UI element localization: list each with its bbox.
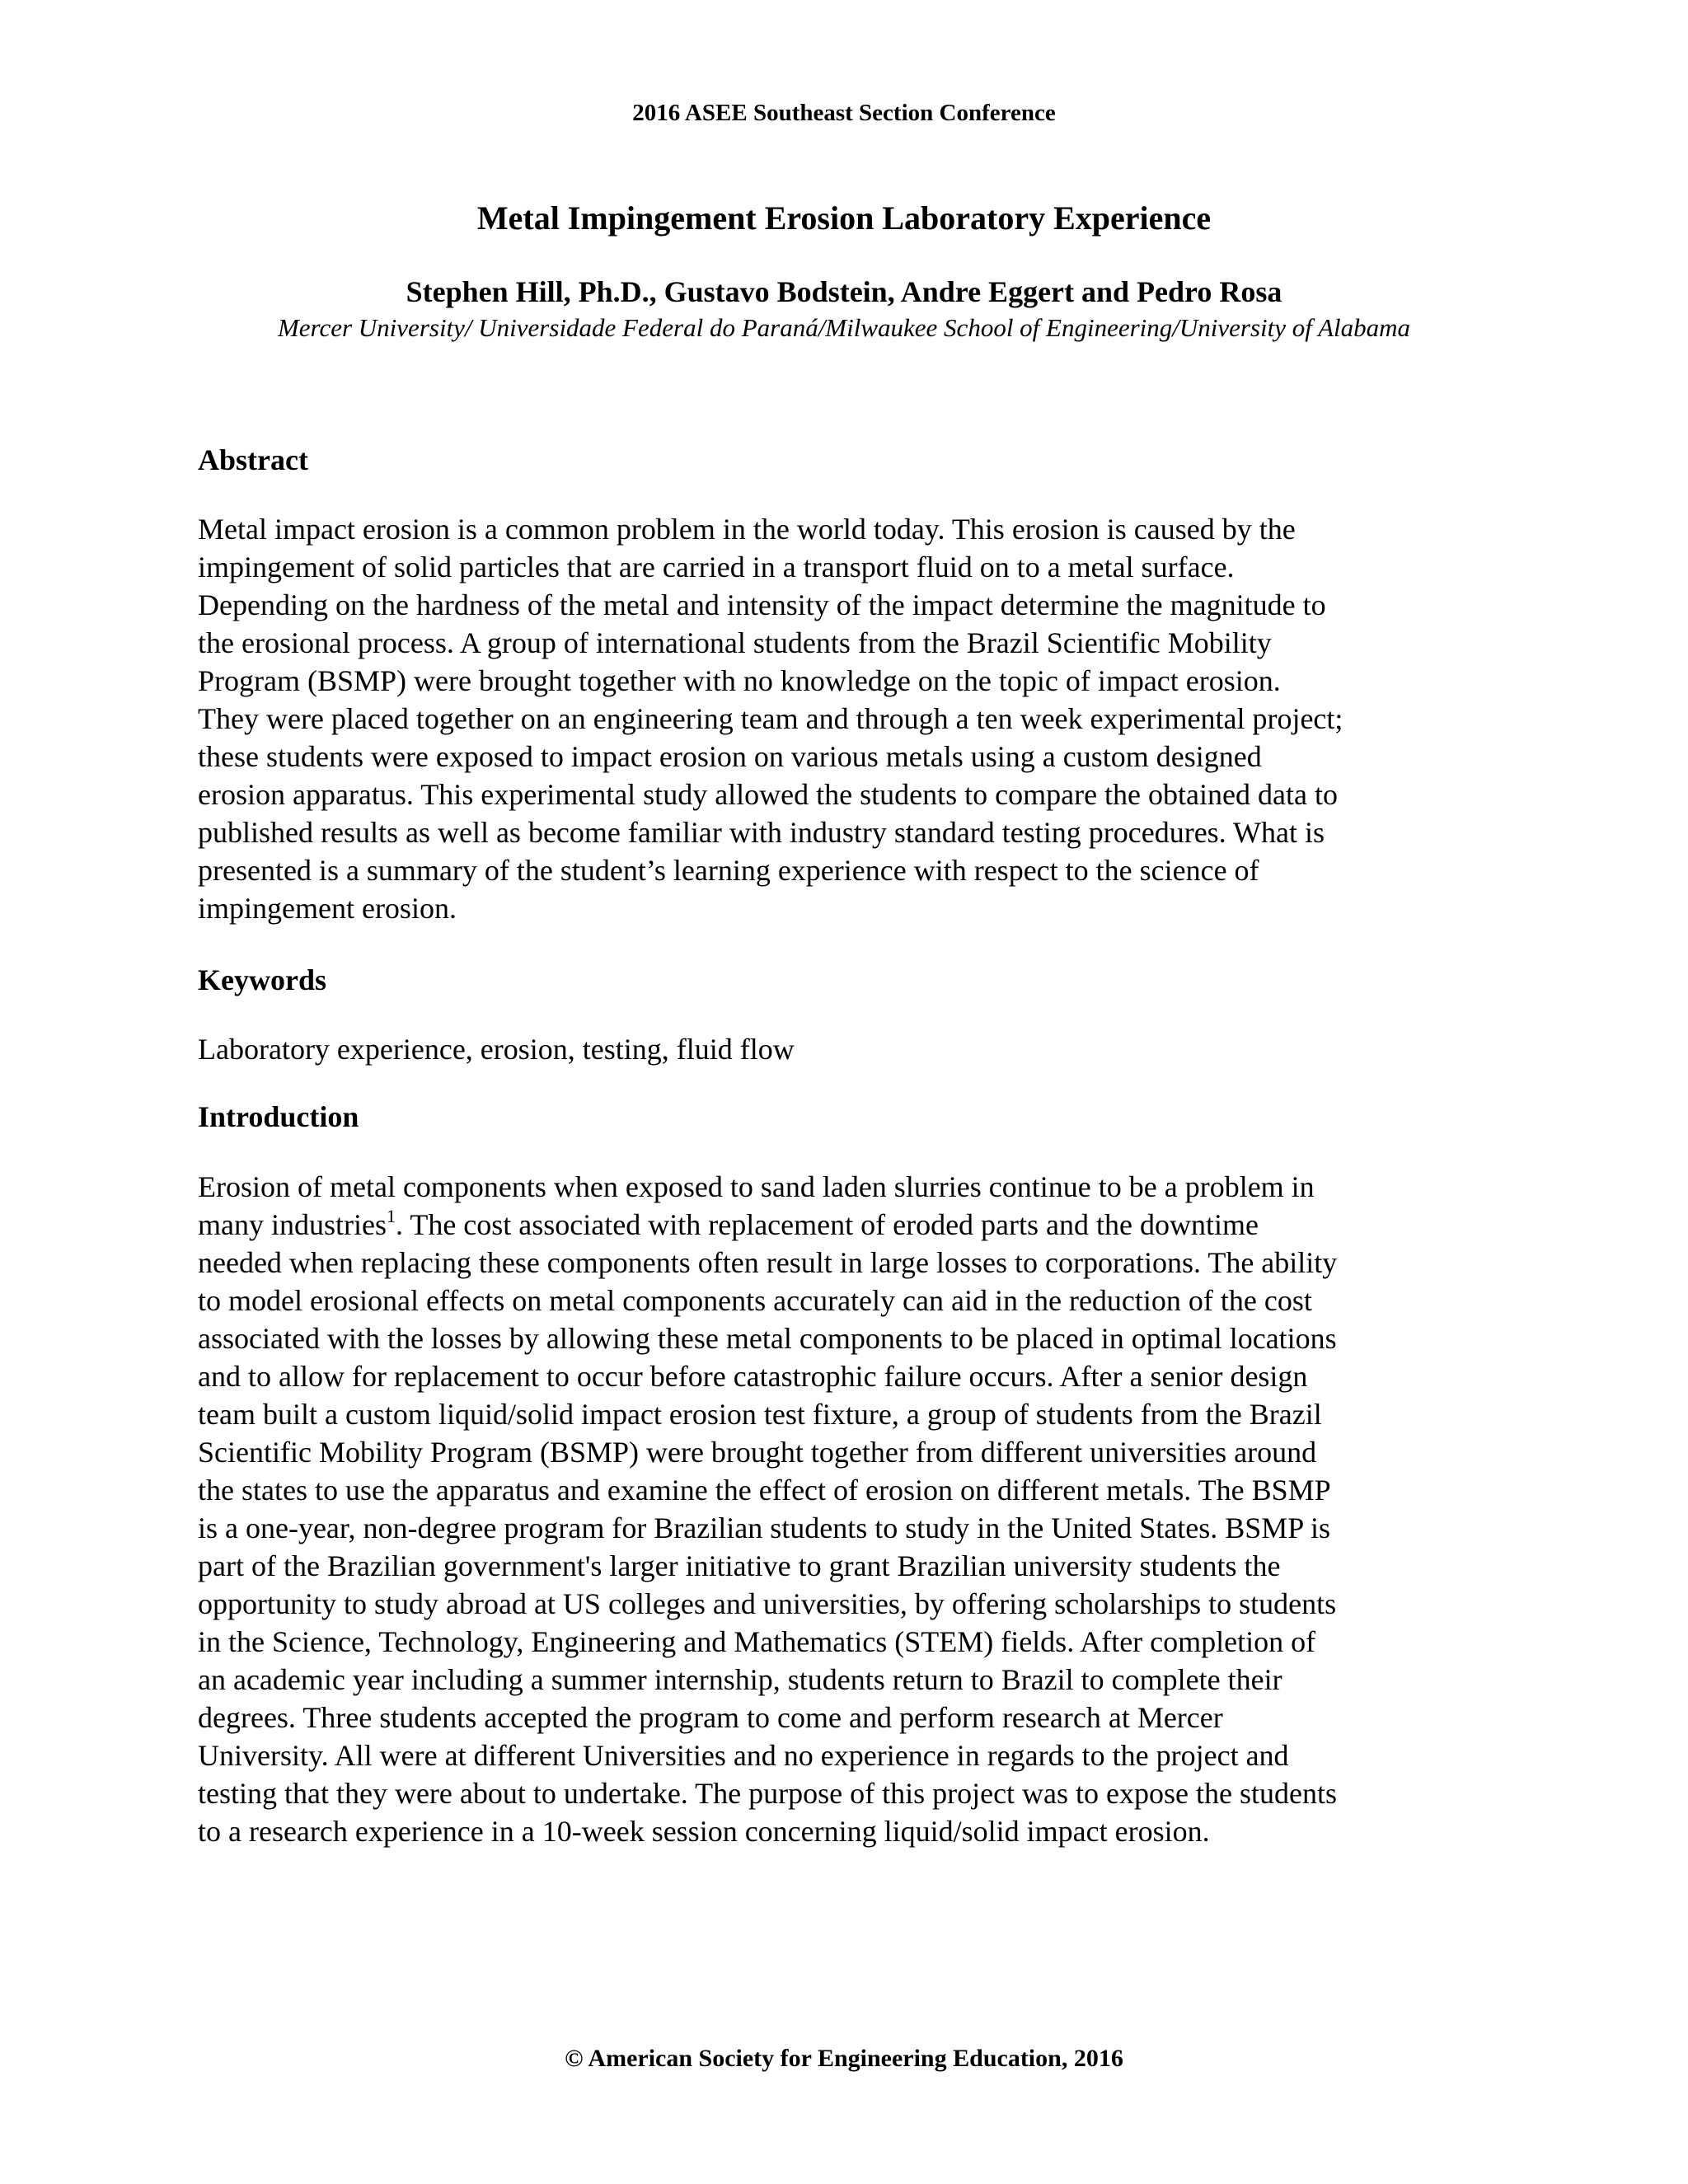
introduction-line: Scientific Mobility Program (BSMP) were brought together from different universities around	[198, 1436, 1317, 1469]
abstract-line: the erosional process. A group of international students from the Brazil Scientific Mobility	[198, 626, 1272, 659]
abstract-heading: Abstract	[198, 443, 308, 476]
introduction-body	[198, 1168, 1500, 1850]
introduction-line: University. All were at different Universities and no experience in regards to the project and	[198, 1739, 1289, 1772]
introduction-line: associated with the losses by allowing these metal components to be placed in optimal locations	[198, 1322, 1337, 1355]
introduction-line: testing that they were about to undertake. The purpose of this project was to expose the students	[198, 1777, 1337, 1810]
introduction-line: part of the Brazilian government's larger initiative to grant Brazilian university students the	[198, 1549, 1281, 1582]
introduction-heading: Introduction	[198, 1100, 359, 1133]
abstract-line: these students were exposed to impact erosion on various metals using a custom designed	[198, 740, 1262, 773]
introduction-text: . The cost associated with replacement of eroded parts and the downtime	[395, 1208, 1259, 1241]
keywords-text: Laboratory experience, erosion, testing, fluid flow	[198, 1033, 795, 1066]
introduction-line: is a one-year, non-degree program for Brazilian students to study in the United States. BSMP is	[198, 1511, 1330, 1544]
introduction-line: the states to use the apparatus and examine the effect of erosion on different metals. The BSMP	[198, 1474, 1331, 1507]
introduction-line: and to allow for replacement to occur before catastrophic failure occurs. After a senior design	[198, 1360, 1308, 1393]
paper-authors: Stephen Hill, Ph.D., Gustavo Bodstein, Andre Eggert and Pedro Rosa	[406, 275, 1282, 308]
introduction-line: opportunity to study abroad at US colleges and universities, by offering scholarships to students	[198, 1587, 1337, 1620]
introduction-line: needed when replacing these components often result in large losses to corporations. The ability	[198, 1246, 1338, 1279]
conference-header: 2016 ASEE Southeast Section Conference	[632, 100, 1056, 126]
introduction-text: many industries	[198, 1208, 387, 1241]
introduction-line: in the Science, Technology, Engineering and Mathematics (STEM) fields. After completion of	[198, 1625, 1316, 1658]
abstract-line: published results as well as become familiar with industry standard testing procedures. What is	[198, 816, 1325, 849]
citation-superscript: 1	[386, 1206, 396, 1226]
abstract-body	[198, 510, 1500, 927]
abstract-line: Depending on the hardness of the metal and intensity of the impact determine the magnitude to	[198, 588, 1326, 621]
paper-affiliation: Mercer University/ Universidade Federal do Paraná/Milwaukee School of Engineering/University of Alabama	[277, 313, 1411, 342]
keywords-heading: Keywords	[198, 963, 326, 996]
introduction-line: Erosion of metal components when exposed to sand laden slurries continue to be a problem in	[198, 1170, 1315, 1203]
abstract-line: impingement erosion.	[198, 892, 457, 925]
introduction-line: to a research experience in a 10-week session concerning liquid/solid impact erosion.	[198, 1815, 1210, 1848]
abstract-line: They were placed together on an engineering team and through a ten week experimental project;	[198, 702, 1343, 735]
introduction-line: degrees. Three students accepted the program to come and perform research at Mercer	[198, 1701, 1223, 1734]
abstract-line: impingement of solid particles that are carried in a transport fluid on to a metal surface.	[198, 551, 1235, 583]
copyright-footer: © American Society for Engineering Education, 2016	[565, 2045, 1123, 2072]
keywords-body	[198, 1030, 1500, 1068]
introduction-line: to model erosional effects on metal components accurately can aid in the reduction of the cost	[198, 1284, 1312, 1317]
paper-title: Metal Impingement Erosion Laboratory Experience	[476, 199, 1212, 237]
abstract-line: Metal impact erosion is a common problem in the world today. This erosion is caused by the	[198, 513, 1296, 546]
introduction-line: an academic year including a summer internship, students return to Brazil to complete their	[198, 1663, 1282, 1696]
abstract-line: erosion apparatus. This experimental study allowed the students to compare the obtained data to	[198, 778, 1338, 811]
abstract-line: presented is a summary of the student’s learning experience with respect to the science of	[198, 854, 1259, 887]
introduction-line: team built a custom liquid/solid impact erosion test fixture, a group of students from the Brazil	[198, 1398, 1322, 1431]
introduction-line	[198, 1206, 1500, 1244]
abstract-line: Program (BSMP) were brought together with no knowledge on the topic of impact erosion.	[198, 664, 1281, 697]
